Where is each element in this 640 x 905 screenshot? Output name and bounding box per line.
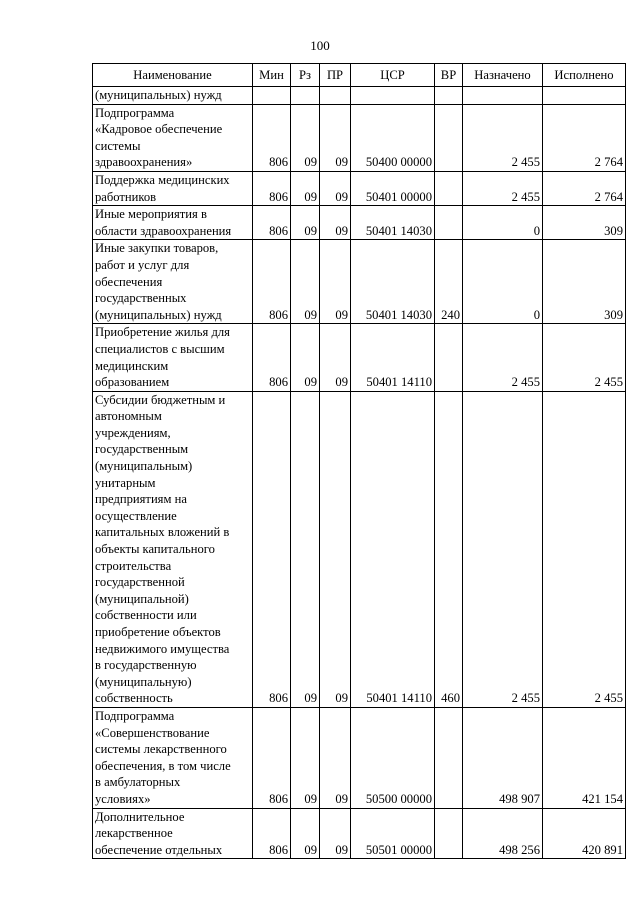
- row-min: 806: [253, 104, 291, 171]
- row-assigned: 498 256: [463, 808, 543, 859]
- header-min: Мин: [253, 64, 291, 87]
- row-rz: 09: [291, 391, 320, 707]
- row-assigned: 0: [463, 206, 543, 240]
- row-name: Поддержка медицинских работников: [93, 171, 253, 205]
- table-row: [93, 171, 626, 205]
- row-name: Иные мероприятия в области здравоохранения: [93, 206, 253, 240]
- row-vr: [435, 808, 463, 859]
- row-executed: 421 154: [543, 707, 626, 808]
- row-vr: [435, 104, 463, 171]
- row-vr: [435, 171, 463, 205]
- row-pr: 09: [320, 391, 351, 707]
- row-pr: 09: [320, 707, 351, 808]
- header-csr: ЦСР: [351, 64, 435, 87]
- table-row: [93, 391, 626, 707]
- table-row: [93, 808, 626, 859]
- row-csr: 50401 00000: [351, 171, 435, 205]
- row-executed: 420 891: [543, 808, 626, 859]
- row-min: [253, 87, 291, 105]
- row-min: 806: [253, 707, 291, 808]
- row-rz: [291, 87, 320, 105]
- row-assigned: [463, 87, 543, 105]
- row-pr: 09: [320, 240, 351, 324]
- table-row: [93, 707, 626, 808]
- row-name: Дополнительное лекарственное обеспечение отдельных: [93, 808, 253, 859]
- row-pr: 09: [320, 206, 351, 240]
- row-assigned: 2 455: [463, 171, 543, 205]
- row-rz: 09: [291, 171, 320, 205]
- table-row: [93, 87, 626, 105]
- budget-table: [92, 63, 626, 859]
- row-min: 806: [253, 808, 291, 859]
- row-csr: 50401 14030: [351, 206, 435, 240]
- row-executed: 2 455: [543, 324, 626, 391]
- header-pr: ПР: [320, 64, 351, 87]
- row-pr: 09: [320, 171, 351, 205]
- row-min: 806: [253, 391, 291, 707]
- row-csr: 50401 14030: [351, 240, 435, 324]
- row-rz: 09: [291, 104, 320, 171]
- row-assigned: 498 907: [463, 707, 543, 808]
- row-rz: 09: [291, 206, 320, 240]
- row-executed: [543, 87, 626, 105]
- row-executed: 2 764: [543, 104, 626, 171]
- row-assigned: 2 455: [463, 104, 543, 171]
- row-pr: 09: [320, 808, 351, 859]
- row-assigned: 0: [463, 240, 543, 324]
- table-row: [93, 324, 626, 391]
- header-rz: Рз: [291, 64, 320, 87]
- row-executed: 2 764: [543, 171, 626, 205]
- row-rz: 09: [291, 707, 320, 808]
- row-rz: 09: [291, 808, 320, 859]
- row-vr: [435, 206, 463, 240]
- row-assigned: 2 455: [463, 391, 543, 707]
- row-min: 806: [253, 324, 291, 391]
- header-executed: Исполнено: [543, 64, 626, 87]
- row-pr: [320, 87, 351, 105]
- row-rz: 09: [291, 240, 320, 324]
- table-row: [93, 206, 626, 240]
- row-executed: 2 455: [543, 391, 626, 707]
- row-vr: 240: [435, 240, 463, 324]
- row-vr: [435, 324, 463, 391]
- row-name: Подпрограмма «Совершенствование системы лекарственного обеспечения, в том числе в амбулаторных условиях»: [93, 707, 253, 808]
- table-row: [93, 240, 626, 324]
- row-min: 806: [253, 240, 291, 324]
- row-name: Иные закупки товаров, работ и услуг для обеспечения государственных (муниципальных) нужд: [93, 240, 253, 324]
- row-csr: [351, 87, 435, 105]
- row-rz: 09: [291, 324, 320, 391]
- row-name: Субсидии бюджетным и автономным учреждениям, государственным (муниципальным) унитарным предприятиям на осуществление капитальных вложений в объекты капитального строительства государственной (муниципальной) собственности или приобретение объектов недвижимого имущества в государственную (муниципальную) собственность: [93, 391, 253, 707]
- table-header-row: [93, 64, 626, 87]
- row-executed: 309: [543, 206, 626, 240]
- row-pr: 09: [320, 104, 351, 171]
- table-row: [93, 104, 626, 171]
- row-executed: 309: [543, 240, 626, 324]
- row-pr: 09: [320, 324, 351, 391]
- row-csr: 50501 00000: [351, 808, 435, 859]
- row-name: (муниципальных) нужд: [93, 87, 253, 105]
- header-name: Наименование: [93, 64, 253, 87]
- row-csr: 50500 00000: [351, 707, 435, 808]
- row-csr: 50401 14110: [351, 324, 435, 391]
- header-assigned: Назначено: [463, 64, 543, 87]
- header-vr: ВР: [435, 64, 463, 87]
- row-assigned: 2 455: [463, 324, 543, 391]
- row-name: Подпрограмма «Кадровое обеспечение системы здравоохранения»: [93, 104, 253, 171]
- row-min: 806: [253, 171, 291, 205]
- row-csr: 50400 00000: [351, 104, 435, 171]
- row-min: 806: [253, 206, 291, 240]
- row-name: Приобретение жилья для специалистов с высшим медицинским образованием: [93, 324, 253, 391]
- row-vr: 460: [435, 391, 463, 707]
- row-vr: [435, 707, 463, 808]
- page-number: 100: [310, 38, 330, 53]
- row-vr: [435, 87, 463, 105]
- row-csr: 50401 14110: [351, 391, 435, 707]
